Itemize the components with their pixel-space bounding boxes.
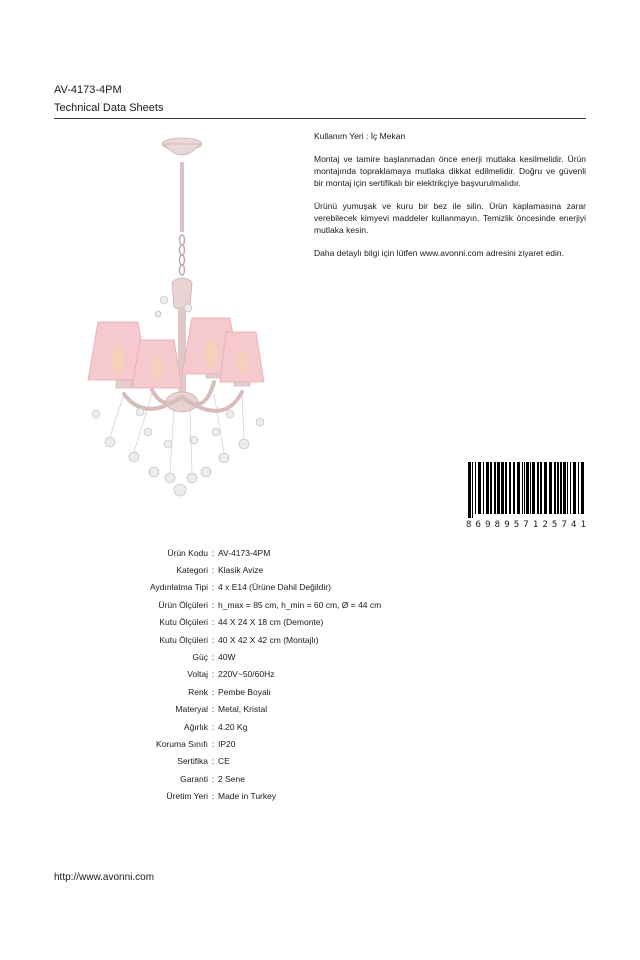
spec-value: h_max = 85 cm, h_min = 60 cm, Ø = 44 cm xyxy=(218,599,382,610)
spec-label: Ürün Kodu xyxy=(167,547,208,558)
spec-value: 2 Sene xyxy=(218,773,245,784)
spec-row: Üretim Yeri : Made in Turkey xyxy=(54,787,414,804)
barcode-digit: 2 xyxy=(542,520,548,530)
spec-row: Ürün Kodu : AV-4173-4PM xyxy=(54,544,414,561)
barcode-digit: 9 xyxy=(504,520,510,530)
barcode-digit: 7 xyxy=(561,520,567,530)
barcode-digit: 1 xyxy=(532,520,539,530)
spec-row: Voltaj : 220V~50/60Hz xyxy=(54,666,414,683)
spec-label: Voltaj xyxy=(187,669,208,680)
spec-row: Ürün Ölçüleri : h_max = 85 cm, h_min = 60 cm, Ø = 44 cm xyxy=(54,596,414,613)
spec-value: Klasik Avize xyxy=(218,565,264,576)
spec-label: Kutu Ölçüleri xyxy=(159,634,208,645)
chandelier-image xyxy=(84,132,284,502)
usage-text: Kullanım Yeri : İç Mekan xyxy=(314,131,406,141)
spec-label: Güç xyxy=(192,652,208,663)
spec-label: Ürün Ölçüleri xyxy=(158,599,208,610)
info-paragraph-2: Ürünü yumuşak ve kuru bir bez ile silin. Ürün kaplamasına zarar verebilecek kimyevi maddeler kullanmayın. Temizlik öncesinde enerjiyi mutlaka kesin. xyxy=(314,201,586,235)
header xyxy=(54,84,586,119)
barcode-bars xyxy=(466,462,586,518)
spec-row: Kategori : Klasik Avize xyxy=(54,561,414,578)
spec-value: IP20 xyxy=(218,738,236,749)
barcode xyxy=(466,462,586,532)
spec-row: Renk : Pembe Boyalı xyxy=(54,683,414,700)
barcode-digits xyxy=(466,520,586,530)
spec-value: 40 X 42 X 42 cm (Montajlı) xyxy=(218,634,319,645)
barcode-digit: 8 xyxy=(494,520,501,530)
spec-row: Kutu Ölçüleri : 40 X 42 X 42 cm (Montajlı) xyxy=(54,631,414,648)
spec-label: Koruma Sınıfı xyxy=(156,738,208,749)
spec-label: Renk xyxy=(188,686,208,697)
barcode-digit: 8 xyxy=(466,520,472,530)
spec-value: 44 X 24 X 18 cm (Demonte) xyxy=(218,617,324,628)
barcode-digit: 4 xyxy=(571,520,577,530)
barcode-digit: 6 xyxy=(475,520,481,530)
spec-row: Ağırlık : 4.20 Kg xyxy=(54,718,414,735)
spec-label: Aydınlatma Tipi xyxy=(150,582,208,593)
spec-label: Üretim Yeri xyxy=(166,791,208,802)
spec-value: 4 x E14 (Ürüne Dahil Değildir) xyxy=(218,582,331,593)
spec-value: CE xyxy=(218,756,230,767)
spec-row: Aydınlatma Tipi : 4 x E14 (Ürüne Dahil Değildir) xyxy=(54,579,414,596)
spec-label: Kategori xyxy=(176,565,208,576)
spec-value: AV-4173-4PM xyxy=(218,547,271,558)
document-subtitle: Technical Data Sheets xyxy=(54,102,164,114)
info-panel xyxy=(314,130,586,270)
footer-url: http://www.avonni.com xyxy=(54,872,155,883)
barcode-digit: 5 xyxy=(551,520,558,530)
spec-label: Sertifika xyxy=(177,756,208,767)
spec-value: Pembe Boyalı xyxy=(218,686,271,697)
spec-table xyxy=(54,544,414,805)
info-paragraph-3: Daha detaylı bilgi için lütfen www.avonni.com adresini ziyaret edin. xyxy=(314,248,564,258)
spec-row: Güç : 40W xyxy=(54,648,414,665)
barcode-digit: 9 xyxy=(485,520,491,530)
info-paragraph-1: Montaj ve tamire başlanmadan önce enerji mutlaka kesilmelidir. Ürün montajında topraklamaya mutlaka dikkat edilmelidir. Doğru ve güvenli bir montaj için sertifikalı bir elektrikçiye başvurulmalıdır. xyxy=(314,154,586,188)
header-divider xyxy=(54,118,586,119)
spec-label: Kutu Ölçüleri xyxy=(159,617,208,628)
barcode-digit: 5 xyxy=(513,520,520,530)
barcode-digit: 1 xyxy=(580,520,586,530)
spec-row: Sertifika : CE xyxy=(54,753,414,770)
spec-value: 4.20 Kg xyxy=(218,721,248,732)
barcode-digit: 7 xyxy=(523,520,529,530)
product-code-heading: AV-4173-4PM xyxy=(54,84,122,96)
spec-row: Kutu Ölçüleri : 44 X 24 X 18 cm (Demonte) xyxy=(54,614,414,631)
spec-row: Koruma Sınıfı : IP20 xyxy=(54,735,414,752)
spec-value: 220V~50/60Hz xyxy=(218,669,275,680)
spec-label: Garanti xyxy=(180,773,208,784)
spec-row: Materyal : Metal, Kristal xyxy=(54,701,414,718)
spec-label: Ağırlık xyxy=(183,721,208,732)
spec-row: Garanti : 2 Sene xyxy=(54,770,414,787)
spec-value: Metal, Kristal xyxy=(218,704,268,715)
spec-label: Materyal xyxy=(175,704,208,715)
spec-value: Made in Turkey xyxy=(218,791,277,802)
spec-value: 40W xyxy=(218,652,236,663)
